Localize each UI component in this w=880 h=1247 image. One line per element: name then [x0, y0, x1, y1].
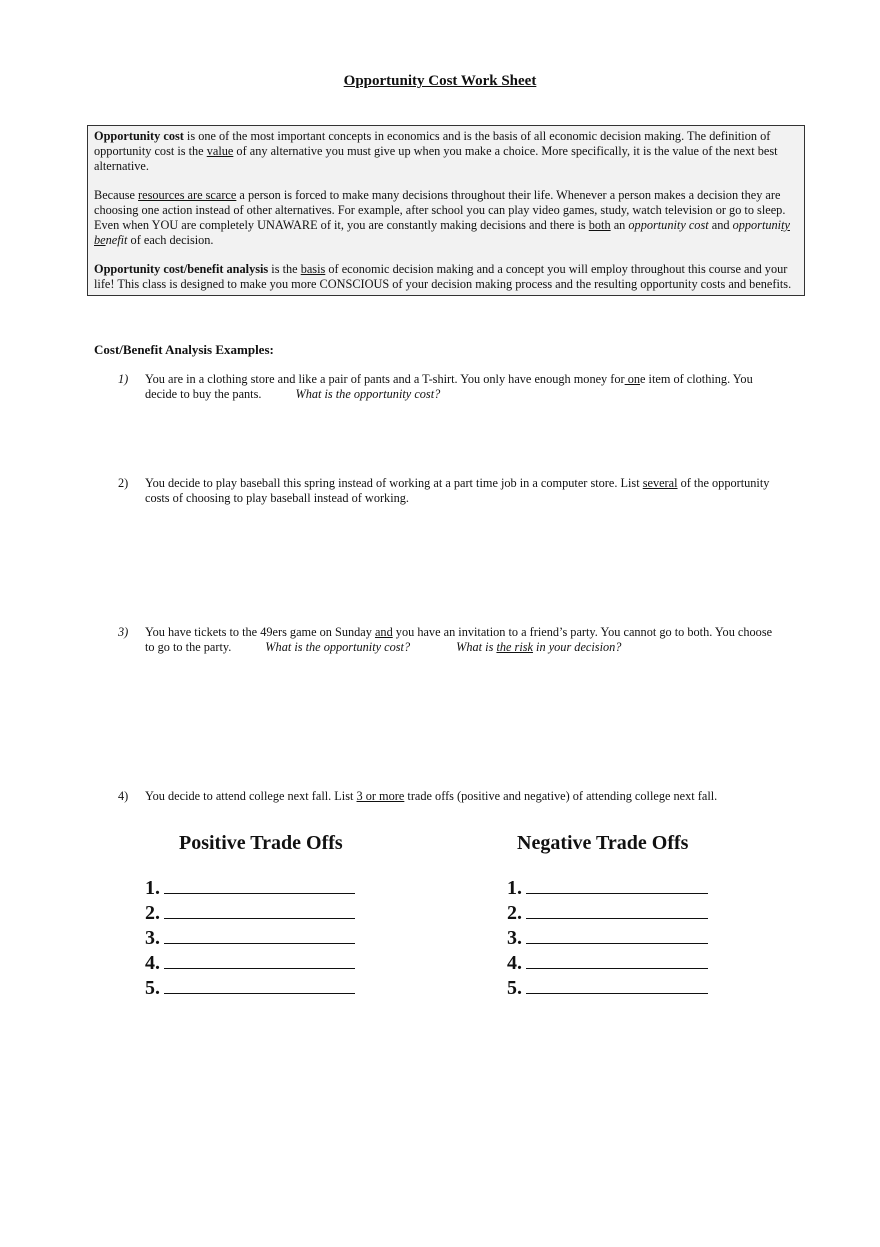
answer-blank[interactable]: [526, 950, 708, 969]
list-item: 3.: [145, 925, 355, 950]
intro-paragraph-1: Opportunity cost is one of the most important concepts in economics and is the basis of all economic decision making. The definition of opportunity cost is the value of any alternative you must give up when you make a choice. More specifically, it is the value of the next best alternative.: [94, 129, 778, 173]
answer-blank[interactable]: [526, 925, 708, 944]
answer-blank[interactable]: [164, 900, 355, 919]
answer-blank[interactable]: [526, 900, 708, 919]
question-number: 2): [118, 476, 129, 490]
question-number: 1): [118, 372, 129, 386]
negative-heading: Negative Trade Offs: [517, 832, 689, 854]
question-4: 4) You decide to attend college next fall. List 3 or more trade offs (positive and negative) of attending college next fall.: [118, 789, 718, 803]
question-2: 2) You decide to play baseball this spring instead of working at a part time job in a computer store. List several of the opportunity costs of choosing to play baseball instead of working.: [118, 476, 770, 505]
term-opportunity-cost: Opportunity cost: [94, 129, 184, 143]
answer-blank[interactable]: [164, 925, 355, 944]
section-title: Cost/Benefit Analysis Examples:: [94, 342, 274, 357]
list-item: 2.: [145, 900, 355, 925]
question-prompt: What is the opportunity cost?: [295, 387, 441, 401]
page-title: Opportunity Cost Work Sheet: [343, 73, 537, 89]
positive-heading: Positive Trade Offs: [179, 832, 343, 854]
list-item: 4.: [145, 950, 355, 975]
question-prompt: What is the opportunity cost?: [265, 640, 411, 654]
list-item: 1.: [145, 875, 355, 900]
answer-blank[interactable]: [164, 950, 355, 969]
list-item: 3.: [507, 925, 708, 950]
term-cost-benefit-analysis: Opportunity cost/benefit analysis: [94, 262, 269, 276]
list-item: 2.: [507, 900, 708, 925]
negative-list: [507, 875, 708, 1000]
list-item: 4.: [507, 950, 708, 975]
question-number: 4): [118, 789, 129, 803]
intro-paragraph-3: Opportunity cost/benefit analysis is the basis of economic decision making and a concept you will employ throughout this course and your life! This class is designed to make you more CONSCIOUS of your decision making process and the resulting opportunity costs and benefits.: [94, 262, 792, 291]
negative-trade-offs: [507, 832, 708, 1000]
answer-blank[interactable]: [164, 975, 355, 994]
question-prompt: What is the risk in your decision?: [456, 640, 622, 654]
question-number: 3): [118, 625, 129, 639]
list-item: 5.: [507, 975, 708, 1000]
positive-trade-offs: [145, 832, 355, 1000]
intro-box: [87, 125, 805, 296]
question-1: 1) You are in a clothing store and like a pair of pants and a T-shirt. You only have enough money for one item of clothing. You decide to buy the pants. What is the opportunity cost?: [118, 372, 753, 401]
list-item: 1.: [507, 875, 708, 900]
answer-blank[interactable]: [526, 875, 708, 894]
answer-blank[interactable]: [164, 875, 355, 894]
list-item: 5.: [145, 975, 355, 1000]
question-3: 3) You have tickets to the 49ers game on Sunday and you have an invitation to a friend’s party. You cannot go to both. You choose to go to the party. What is the opportunity cost? What is the risk in your decision?: [118, 625, 773, 654]
intro-paragraph-2: Because resources are scarce a person is forced to make many decisions throughout their life. Whenever a person makes a decision they are choosing one action instead of other alternatives. For example, after school you can play video games, study, watch television or go to sleep. Even when YOU are completely UNAWARE of it, you are constantly making decisions and there is both an opportunity cost and opportunity benefit of each decision.: [94, 188, 790, 247]
answer-blank[interactable]: [526, 975, 708, 994]
positive-list: [145, 875, 355, 1000]
